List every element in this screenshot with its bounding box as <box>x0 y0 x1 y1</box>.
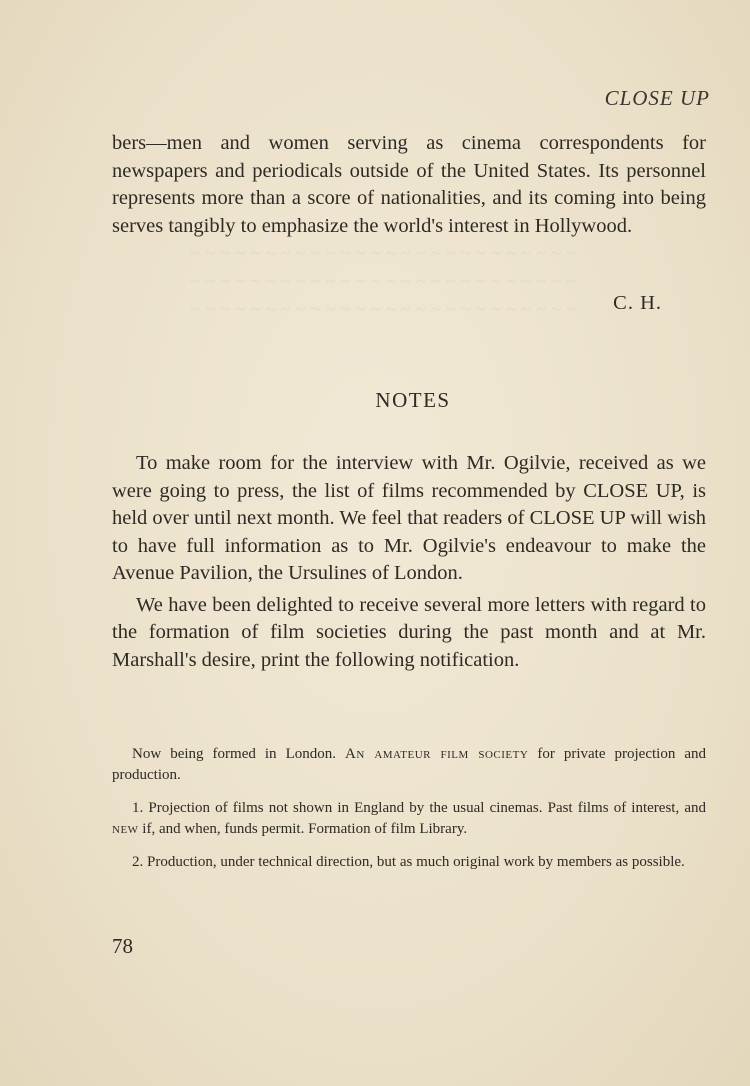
continued-paragraph: bers—men and women serving as cinema correspondents for newspapers and periodicals outside of the United States. Its personnel represents more than a score of nationalities, and its coming into being serves tangibly to emphasize the world's interest in Hollywood. <box>112 132 706 237</box>
notes-paragraph-2: We have been delighted to receive several more letters with regard to the formation of film societies during the past month and at Mr. Marshall's desire, print the following notification. <box>112 593 706 671</box>
notice-society-name: An amateur film society <box>345 746 529 762</box>
signature: C. H. <box>613 292 662 314</box>
notice-item-2: 2. Production, under technical direction, but as much original work by members as possible. <box>132 854 685 870</box>
notice-item-1-text: 1. Projection of films not shown in England by the usual cinemas. Past films of interest, and <box>132 800 706 816</box>
page-number: 78 <box>112 934 133 958</box>
notice-item-1-rest: if, and when, funds permit. Formation of film Library. <box>142 821 468 837</box>
running-head: CLOSE UP <box>604 86 710 110</box>
notes-text <box>112 450 706 678</box>
show-through-texture: ~ ~ ~ ~ ~ ~ ~ ~ ~ ~ ~ ~ ~ ~ ~ ~ ~ ~ ~ ~ ~ ~ ~ ~ ~ ~ ~ ~ ~ ~ ~ ~ ~ ~ ~ ~ ~ ~ ~ ~ ~ ~ ~ ~ ~ ~ ~ ~ ~ ~ ~ ~ ~ ~ ~ ~ ~ ~ ~ ~ ~ ~ ~ ~ ~ ~ ~ ~ ~ ~ ~ ~ ~ ~ ~ ~ ~ ~ <box>190 243 577 320</box>
notice-item-1-caps: new <box>112 821 139 837</box>
notice-intro <box>112 744 706 786</box>
society-notice <box>112 744 706 885</box>
notice-intro-rest: for private projection and production. <box>112 746 707 783</box>
notice-intro-text: Now being formed in London. <box>132 746 336 762</box>
section-heading: NOTES <box>375 388 451 412</box>
notes-paragraph-1: To make room for the interview with Mr. Ogilvie, received as we were going to press, the list of films recommended by CLOSE UP, is held over until next month. We feel that readers of CLOSE UP will wish to have full information as to Mr. Ogilvie's endeavour to make the Avenue Pavilion, the Ursulines of London. <box>112 452 706 584</box>
notice-item-1 <box>112 798 706 840</box>
